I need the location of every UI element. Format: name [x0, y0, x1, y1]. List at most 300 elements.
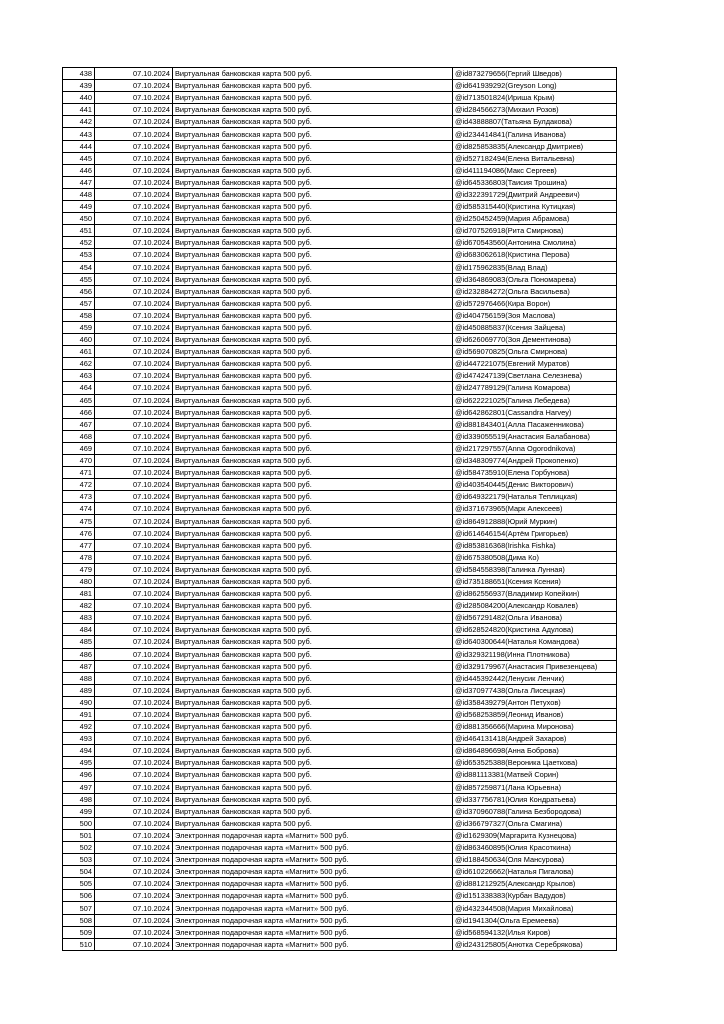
table-row	[63, 164, 617, 176]
table-row	[63, 769, 617, 781]
row-date: 07.10.2024	[95, 68, 173, 80]
table-row	[63, 382, 617, 394]
table-row	[63, 116, 617, 128]
table-row	[63, 334, 617, 346]
table-row	[63, 648, 617, 660]
table-row	[63, 527, 617, 539]
row-prize: Виртуальная банковская карта 500 руб.	[173, 406, 453, 418]
row-date: 07.10.2024	[95, 696, 173, 708]
row-prize: Виртуальная банковская карта 500 руб.	[173, 696, 453, 708]
row-prize: Виртуальная банковская карта 500 руб.	[173, 503, 453, 515]
table-row	[63, 297, 617, 309]
row-user: @id188450634(Оля Мансурова)	[453, 854, 617, 866]
row-user: @id626069770(Зоя Дементинова)	[453, 334, 617, 346]
row-user: @id610226662(Наталья Пигалова)	[453, 866, 617, 878]
row-number: 443	[63, 128, 95, 140]
row-prize: Виртуальная банковская карта 500 руб.	[173, 612, 453, 624]
row-number: 466	[63, 406, 95, 418]
row-number: 508	[63, 914, 95, 926]
row-number: 478	[63, 551, 95, 563]
row-date: 07.10.2024	[95, 878, 173, 890]
row-date: 07.10.2024	[95, 188, 173, 200]
row-date: 07.10.2024	[95, 479, 173, 491]
table-row	[63, 152, 617, 164]
row-user: @id175962835(Влад Влад)	[453, 261, 617, 273]
row-user: @id873279656(Гергий Шведов)	[453, 68, 617, 80]
table-row	[63, 854, 617, 866]
row-number: 447	[63, 176, 95, 188]
table-row	[63, 551, 617, 563]
row-number: 469	[63, 442, 95, 454]
table-row	[63, 914, 617, 926]
row-prize: Виртуальная банковская карта 500 руб.	[173, 515, 453, 527]
table-row	[63, 225, 617, 237]
row-user: @id322391729(Дмитрий Андреевич)	[453, 188, 617, 200]
row-user: @id572976466(Кира Ворон)	[453, 297, 617, 309]
table-row	[63, 406, 617, 418]
row-number: 451	[63, 225, 95, 237]
row-number: 442	[63, 116, 95, 128]
row-date: 07.10.2024	[95, 394, 173, 406]
table-row	[63, 636, 617, 648]
row-date: 07.10.2024	[95, 588, 173, 600]
table-row	[63, 696, 617, 708]
row-user: @id862556937(Владимир Копейкин)	[453, 588, 617, 600]
row-date: 07.10.2024	[95, 261, 173, 273]
table-row	[63, 733, 617, 745]
row-date: 07.10.2024	[95, 624, 173, 636]
table-row	[63, 842, 617, 854]
row-date: 07.10.2024	[95, 346, 173, 358]
row-number: 441	[63, 104, 95, 116]
row-user: @id370977438(Ольга Лисецкая)	[453, 684, 617, 696]
row-date: 07.10.2024	[95, 140, 173, 152]
table-row	[63, 539, 617, 551]
row-date: 07.10.2024	[95, 684, 173, 696]
row-number: 504	[63, 866, 95, 878]
table-row	[63, 757, 617, 769]
row-user: @id641939292(Greyson Long)	[453, 80, 617, 92]
row-prize: Электронная подарочная карта «Магнит» 500 руб.	[173, 878, 453, 890]
row-user: @id348309774(Андрей Прокопенко)	[453, 455, 617, 467]
row-number: 506	[63, 890, 95, 902]
row-date: 07.10.2024	[95, 745, 173, 757]
row-user: @id713501824(Ириша Крым)	[453, 92, 617, 104]
table-row	[63, 938, 617, 950]
table-row	[63, 213, 617, 225]
row-date: 07.10.2024	[95, 128, 173, 140]
table-row	[63, 285, 617, 297]
row-date: 07.10.2024	[95, 285, 173, 297]
row-prize: Виртуальная банковская карта 500 руб.	[173, 563, 453, 575]
row-number: 481	[63, 588, 95, 600]
row-prize: Электронная подарочная карта «Магнит» 500 руб.	[173, 890, 453, 902]
row-prize: Виртуальная банковская карта 500 руб.	[173, 745, 453, 757]
row-date: 07.10.2024	[95, 503, 173, 515]
table-row	[63, 430, 617, 442]
row-user: @id584735910(Елена Горбунова)	[453, 467, 617, 479]
table-row	[63, 467, 617, 479]
row-number: 464	[63, 382, 95, 394]
row-user: @id569070825(Ольга Смирнова)	[453, 346, 617, 358]
row-number: 486	[63, 648, 95, 660]
row-date: 07.10.2024	[95, 152, 173, 164]
row-user: @id337756781(Юлия Кондратьева)	[453, 793, 617, 805]
row-date: 07.10.2024	[95, 769, 173, 781]
table-row	[63, 575, 617, 587]
table-row	[63, 370, 617, 382]
row-prize: Виртуальная банковская карта 500 руб.	[173, 297, 453, 309]
row-date: 07.10.2024	[95, 926, 173, 938]
row-date: 07.10.2024	[95, 309, 173, 321]
row-user: @id366797327(Ольга Смагина)	[453, 817, 617, 829]
row-number: 497	[63, 781, 95, 793]
row-date: 07.10.2024	[95, 612, 173, 624]
row-number: 509	[63, 926, 95, 938]
row-user: @id250452459(Мария Абрамова)	[453, 213, 617, 225]
table-row	[63, 878, 617, 890]
row-user: @id464131418(Андрей Захаров)	[453, 733, 617, 745]
row-number: 444	[63, 140, 95, 152]
row-number: 502	[63, 842, 95, 854]
row-prize: Виртуальная банковская карта 500 руб.	[173, 624, 453, 636]
row-number: 494	[63, 745, 95, 757]
row-prize: Виртуальная банковская карта 500 руб.	[173, 733, 453, 745]
table-row	[63, 442, 617, 454]
row-user: @id445392442(Ленусик Ленчик)	[453, 672, 617, 684]
row-date: 07.10.2024	[95, 321, 173, 333]
table-row	[63, 781, 617, 793]
row-user: @id881113381(Матвей Сорин)	[453, 769, 617, 781]
row-user: @id1629309(Маргарита Кузнецова)	[453, 829, 617, 841]
row-prize: Электронная подарочная карта «Магнит» 500 руб.	[173, 914, 453, 926]
row-date: 07.10.2024	[95, 648, 173, 660]
row-prize: Виртуальная банковская карта 500 руб.	[173, 769, 453, 781]
row-prize: Виртуальная банковская карта 500 руб.	[173, 346, 453, 358]
row-prize: Виртуальная банковская карта 500 руб.	[173, 781, 453, 793]
row-user: @id329321198(Инна Плотникова)	[453, 648, 617, 660]
row-prize: Виртуальная банковская карта 500 руб.	[173, 588, 453, 600]
table-row	[63, 612, 617, 624]
row-number: 472	[63, 479, 95, 491]
row-date: 07.10.2024	[95, 842, 173, 854]
row-prize: Виртуальная банковская карта 500 руб.	[173, 213, 453, 225]
row-user: @id232884272(Ольга Васильева)	[453, 285, 617, 297]
table-row	[63, 624, 617, 636]
row-prize: Виртуальная банковская карта 500 руб.	[173, 793, 453, 805]
row-date: 07.10.2024	[95, 273, 173, 285]
row-prize: Виртуальная банковская карта 500 руб.	[173, 708, 453, 720]
table-row	[63, 829, 617, 841]
row-prize: Виртуальная банковская карта 500 руб.	[173, 684, 453, 696]
row-user: @id683062618(Кристина Перова)	[453, 249, 617, 261]
row-number: 473	[63, 491, 95, 503]
row-user: @id371673965(Марк Алексеев)	[453, 503, 617, 515]
row-date: 07.10.2024	[95, 914, 173, 926]
row-user: @id151338383(Курбан Вадудов)	[453, 890, 617, 902]
row-number: 456	[63, 285, 95, 297]
row-user: @id585315440(Кристина Кутицкая)	[453, 201, 617, 213]
table-row	[63, 600, 617, 612]
row-prize: Виртуальная банковская карта 500 руб.	[173, 757, 453, 769]
row-prize: Виртуальная банковская карта 500 руб.	[173, 370, 453, 382]
row-number: 446	[63, 164, 95, 176]
row-date: 07.10.2024	[95, 406, 173, 418]
row-prize: Виртуальная банковская карта 500 руб.	[173, 249, 453, 261]
row-number: 459	[63, 321, 95, 333]
row-number: 483	[63, 612, 95, 624]
row-prize: Виртуальная банковская карта 500 руб.	[173, 539, 453, 551]
table-row	[63, 140, 617, 152]
row-date: 07.10.2024	[95, 636, 173, 648]
row-user: @id234414841(Галина Иванова)	[453, 128, 617, 140]
row-date: 07.10.2024	[95, 430, 173, 442]
row-user: @id474247139(Светлана Селезнева)	[453, 370, 617, 382]
row-user: @id864896698(Анна Боброва)	[453, 745, 617, 757]
row-user: @id825853835(Александр Дмитриев)	[453, 140, 617, 152]
row-prize: Виртуальная банковская карта 500 руб.	[173, 672, 453, 684]
row-number: 484	[63, 624, 95, 636]
table-row	[63, 237, 617, 249]
row-user: @id404756159(Зоя Маслова)	[453, 309, 617, 321]
row-prize: Электронная подарочная карта «Магнит» 500 руб.	[173, 902, 453, 914]
table-row	[63, 321, 617, 333]
table-row	[63, 793, 617, 805]
row-user: @id243125805(Анютка Серебрякова)	[453, 938, 617, 950]
row-date: 07.10.2024	[95, 92, 173, 104]
row-prize: Электронная подарочная карта «Магнит» 500 руб.	[173, 926, 453, 938]
row-prize: Виртуальная банковская карта 500 руб.	[173, 418, 453, 430]
row-prize: Виртуальная банковская карта 500 руб.	[173, 92, 453, 104]
row-number: 485	[63, 636, 95, 648]
row-date: 07.10.2024	[95, 600, 173, 612]
row-number: 470	[63, 455, 95, 467]
row-user: @id881356666(Марина Миронова)	[453, 721, 617, 733]
row-number: 462	[63, 358, 95, 370]
row-user: @id622221025(Галина Лебедева)	[453, 394, 617, 406]
table-row	[63, 309, 617, 321]
row-date: 07.10.2024	[95, 358, 173, 370]
row-prize: Виртуальная банковская карта 500 руб.	[173, 225, 453, 237]
row-prize: Виртуальная банковская карта 500 руб.	[173, 551, 453, 563]
table-row	[63, 92, 617, 104]
row-number: 489	[63, 684, 95, 696]
row-number: 467	[63, 418, 95, 430]
table-row	[63, 515, 617, 527]
row-number: 505	[63, 878, 95, 890]
row-date: 07.10.2024	[95, 382, 173, 394]
row-number: 452	[63, 237, 95, 249]
row-date: 07.10.2024	[95, 237, 173, 249]
row-prize: Виртуальная банковская карта 500 руб.	[173, 575, 453, 587]
table-row	[63, 201, 617, 213]
row-date: 07.10.2024	[95, 890, 173, 902]
table-row	[63, 128, 617, 140]
row-prize: Виртуальная банковская карта 500 руб.	[173, 128, 453, 140]
table-row	[63, 358, 617, 370]
row-date: 07.10.2024	[95, 672, 173, 684]
row-date: 07.10.2024	[95, 467, 173, 479]
row-user: @id247789129(Галина Комарова)	[453, 382, 617, 394]
row-user: @id43888807(Татьяна Булдакова)	[453, 116, 617, 128]
row-prize: Виртуальная банковская карта 500 руб.	[173, 491, 453, 503]
row-date: 07.10.2024	[95, 551, 173, 563]
table-row	[63, 479, 617, 491]
row-number: 460	[63, 334, 95, 346]
row-number: 498	[63, 793, 95, 805]
row-prize: Виртуальная банковская карта 500 руб.	[173, 321, 453, 333]
row-date: 07.10.2024	[95, 213, 173, 225]
table-row	[63, 249, 617, 261]
row-date: 07.10.2024	[95, 793, 173, 805]
row-date: 07.10.2024	[95, 938, 173, 950]
row-date: 07.10.2024	[95, 455, 173, 467]
row-date: 07.10.2024	[95, 225, 173, 237]
row-user: @id735188651(Ксения Ксения)	[453, 575, 617, 587]
row-number: 480	[63, 575, 95, 587]
row-user: @id881843401(Алла Пасаженникова)	[453, 418, 617, 430]
row-number: 479	[63, 563, 95, 575]
row-prize: Виртуальная банковская карта 500 руб.	[173, 176, 453, 188]
row-user: @id628524820(Кристина Адулова)	[453, 624, 617, 636]
row-date: 07.10.2024	[95, 491, 173, 503]
row-number: 445	[63, 152, 95, 164]
row-date: 07.10.2024	[95, 201, 173, 213]
row-number: 487	[63, 660, 95, 672]
row-user: @id675380508(Дима Ко)	[453, 551, 617, 563]
table-row	[63, 588, 617, 600]
row-date: 07.10.2024	[95, 781, 173, 793]
table-row	[63, 817, 617, 829]
table-row	[63, 80, 617, 92]
row-number: 461	[63, 346, 95, 358]
row-date: 07.10.2024	[95, 539, 173, 551]
row-date: 07.10.2024	[95, 866, 173, 878]
row-date: 07.10.2024	[95, 80, 173, 92]
table-row	[63, 660, 617, 672]
row-prize: Виртуальная банковская карта 500 руб.	[173, 721, 453, 733]
row-number: 503	[63, 854, 95, 866]
row-prize: Виртуальная банковская карта 500 руб.	[173, 394, 453, 406]
table-row	[63, 503, 617, 515]
row-prize: Виртуальная банковская карта 500 руб.	[173, 527, 453, 539]
row-date: 07.10.2024	[95, 249, 173, 261]
row-date: 07.10.2024	[95, 297, 173, 309]
row-prize: Виртуальная банковская карта 500 руб.	[173, 237, 453, 249]
row-number: 457	[63, 297, 95, 309]
row-number: 440	[63, 92, 95, 104]
row-user: @id864912888(Юрий Муркин)	[453, 515, 617, 527]
row-date: 07.10.2024	[95, 829, 173, 841]
row-date: 07.10.2024	[95, 721, 173, 733]
table-row	[63, 455, 617, 467]
row-prize: Виртуальная банковская карта 500 руб.	[173, 116, 453, 128]
table-row	[63, 394, 617, 406]
table-row	[63, 104, 617, 116]
table-row	[63, 672, 617, 684]
row-date: 07.10.2024	[95, 660, 173, 672]
row-prize: Виртуальная банковская карта 500 руб.	[173, 358, 453, 370]
row-prize: Виртуальная банковская карта 500 руб.	[173, 261, 453, 273]
table-row	[63, 261, 617, 273]
row-user: @id527182494(Елена Витальевна)	[453, 152, 617, 164]
table-row	[63, 491, 617, 503]
row-user: @id857259871(Лана Юрьевна)	[453, 781, 617, 793]
row-prize: Виртуальная банковская карта 500 руб.	[173, 442, 453, 454]
row-date: 07.10.2024	[95, 116, 173, 128]
row-number: 476	[63, 527, 95, 539]
row-prize: Виртуальная банковская карта 500 руб.	[173, 455, 453, 467]
row-prize: Виртуальная банковская карта 500 руб.	[173, 467, 453, 479]
row-user: @id653525388(Вероника Цаеткова)	[453, 757, 617, 769]
row-prize: Виртуальная банковская карта 500 руб.	[173, 201, 453, 213]
row-prize: Виртуальная банковская карта 500 руб.	[173, 80, 453, 92]
row-number: 488	[63, 672, 95, 684]
table-row	[63, 926, 617, 938]
table-row	[63, 684, 617, 696]
row-user: @id614646154(Артём Григорьев)	[453, 527, 617, 539]
row-number: 471	[63, 467, 95, 479]
row-prize: Виртуальная банковская карта 500 руб.	[173, 636, 453, 648]
row-number: 499	[63, 805, 95, 817]
table-row	[63, 346, 617, 358]
row-date: 07.10.2024	[95, 164, 173, 176]
row-user: @id370960788(Галина Безбородова)	[453, 805, 617, 817]
row-date: 07.10.2024	[95, 708, 173, 720]
row-number: 510	[63, 938, 95, 950]
table-row	[63, 188, 617, 200]
row-user: @id447221075(Евгений Муратов)	[453, 358, 617, 370]
row-user: @id642862801(Cassandra Harvey)	[453, 406, 617, 418]
row-number: 496	[63, 769, 95, 781]
row-date: 07.10.2024	[95, 563, 173, 575]
table-row	[63, 418, 617, 430]
row-prize: Виртуальная банковская карта 500 руб.	[173, 660, 453, 672]
row-user: @id432344508(Мария Михайлова)	[453, 902, 617, 914]
row-number: 493	[63, 733, 95, 745]
row-number: 500	[63, 817, 95, 829]
row-date: 07.10.2024	[95, 515, 173, 527]
row-date: 07.10.2024	[95, 418, 173, 430]
row-number: 438	[63, 68, 95, 80]
row-prize: Электронная подарочная карта «Магнит» 500 руб.	[173, 829, 453, 841]
table-row	[63, 563, 617, 575]
row-number: 448	[63, 188, 95, 200]
row-prize: Виртуальная банковская карта 500 руб.	[173, 805, 453, 817]
row-prize: Виртуальная банковская карта 500 руб.	[173, 382, 453, 394]
table-row	[63, 721, 617, 733]
row-user: @id863460895(Юлия Красоткина)	[453, 842, 617, 854]
row-user: @id568253859(Леонид Иванов)	[453, 708, 617, 720]
table-row	[63, 866, 617, 878]
row-user: @id881212925(Александр Крылов)	[453, 878, 617, 890]
row-date: 07.10.2024	[95, 733, 173, 745]
winners-table	[62, 67, 617, 951]
row-prize: Виртуальная банковская карта 500 руб.	[173, 285, 453, 297]
row-prize: Электронная подарочная карта «Магнит» 500 руб.	[173, 866, 453, 878]
row-prize: Виртуальная банковская карта 500 руб.	[173, 152, 453, 164]
row-user: @id649322179(Наталья Теплицкая)	[453, 491, 617, 503]
table-row	[63, 176, 617, 188]
row-user: @id640300644(Наталья Командова)	[453, 636, 617, 648]
row-prize: Виртуальная банковская карта 500 руб.	[173, 430, 453, 442]
table-row	[63, 890, 617, 902]
row-number: 507	[63, 902, 95, 914]
row-number: 495	[63, 757, 95, 769]
row-number: 450	[63, 213, 95, 225]
row-user: @id411194086(Макс Сергеев)	[453, 164, 617, 176]
table-row	[63, 708, 617, 720]
